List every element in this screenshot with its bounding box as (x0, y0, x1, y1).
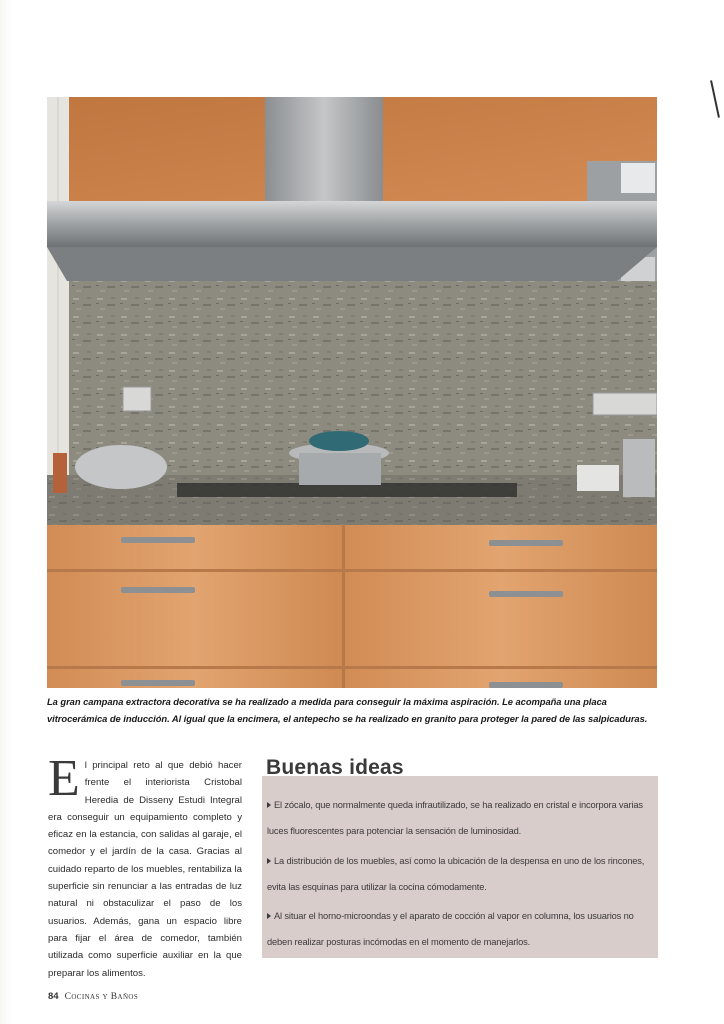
idea-item-1 (267, 792, 651, 844)
drop-cap: E (48, 750, 80, 807)
idea-text: El zócalo, que normalmente queda infrautilizado, se ha realizado en cristal e incorpora varias luces fluorescentes para potenciar la sensación de luminosidad. (267, 800, 643, 836)
triangle-bullet-icon (267, 913, 271, 919)
magazine-name: Cocinas y Baños (64, 992, 139, 1002)
triangle-bullet-icon (267, 858, 271, 864)
photo-caption: La gran campana extractora decorativa se ha realizado a medida para conseguir la máxima aspiración. Le acompaña una placa vitrocerámica de inducción. Al igual que la encimera, el antepecho se ha realizado en granito para proteger la pared de las salpicaduras. (47, 696, 648, 724)
article-body (48, 750, 242, 982)
page-number: 84 (48, 991, 59, 1002)
ideas-title: Buenas ideas (266, 756, 404, 779)
idea-item-3 (267, 903, 651, 955)
page-footer (48, 991, 138, 1002)
triangle-bullet-icon (267, 802, 271, 808)
article-text: l principal reto al que debió hacer frente el interiorista Cristobal Heredia de Disseny Estudi Integral era conseguir un equipamiento completo y eficaz en la estancia, con salidas al garaje, el comedor y el jardín de la casa. Gracias al cuidado reparto de los muebles, rentabiliza la superficie sin renunciar a las entradas de luz natural ni obstaculizar el paso de los usuarios. Además, gana un espacio libre para fijar el área de comedor, también utilizada como superficie auxiliar en la que preparar los alimentos. (48, 760, 242, 979)
kitchen-photo (47, 97, 657, 688)
idea-item-2 (267, 848, 651, 900)
idea-text: Al situar el horno-microondas y el aparato de cocción al vapor en columna, los usuarios no deben realizar posturas incómodas en el momento de manejarlos. (267, 911, 634, 947)
idea-text: La distribución de los muebles, así como la ubicación de la despensa en uno de los rincones, evita las esquinas para utilizar la cocina cómodamente. (267, 856, 645, 892)
